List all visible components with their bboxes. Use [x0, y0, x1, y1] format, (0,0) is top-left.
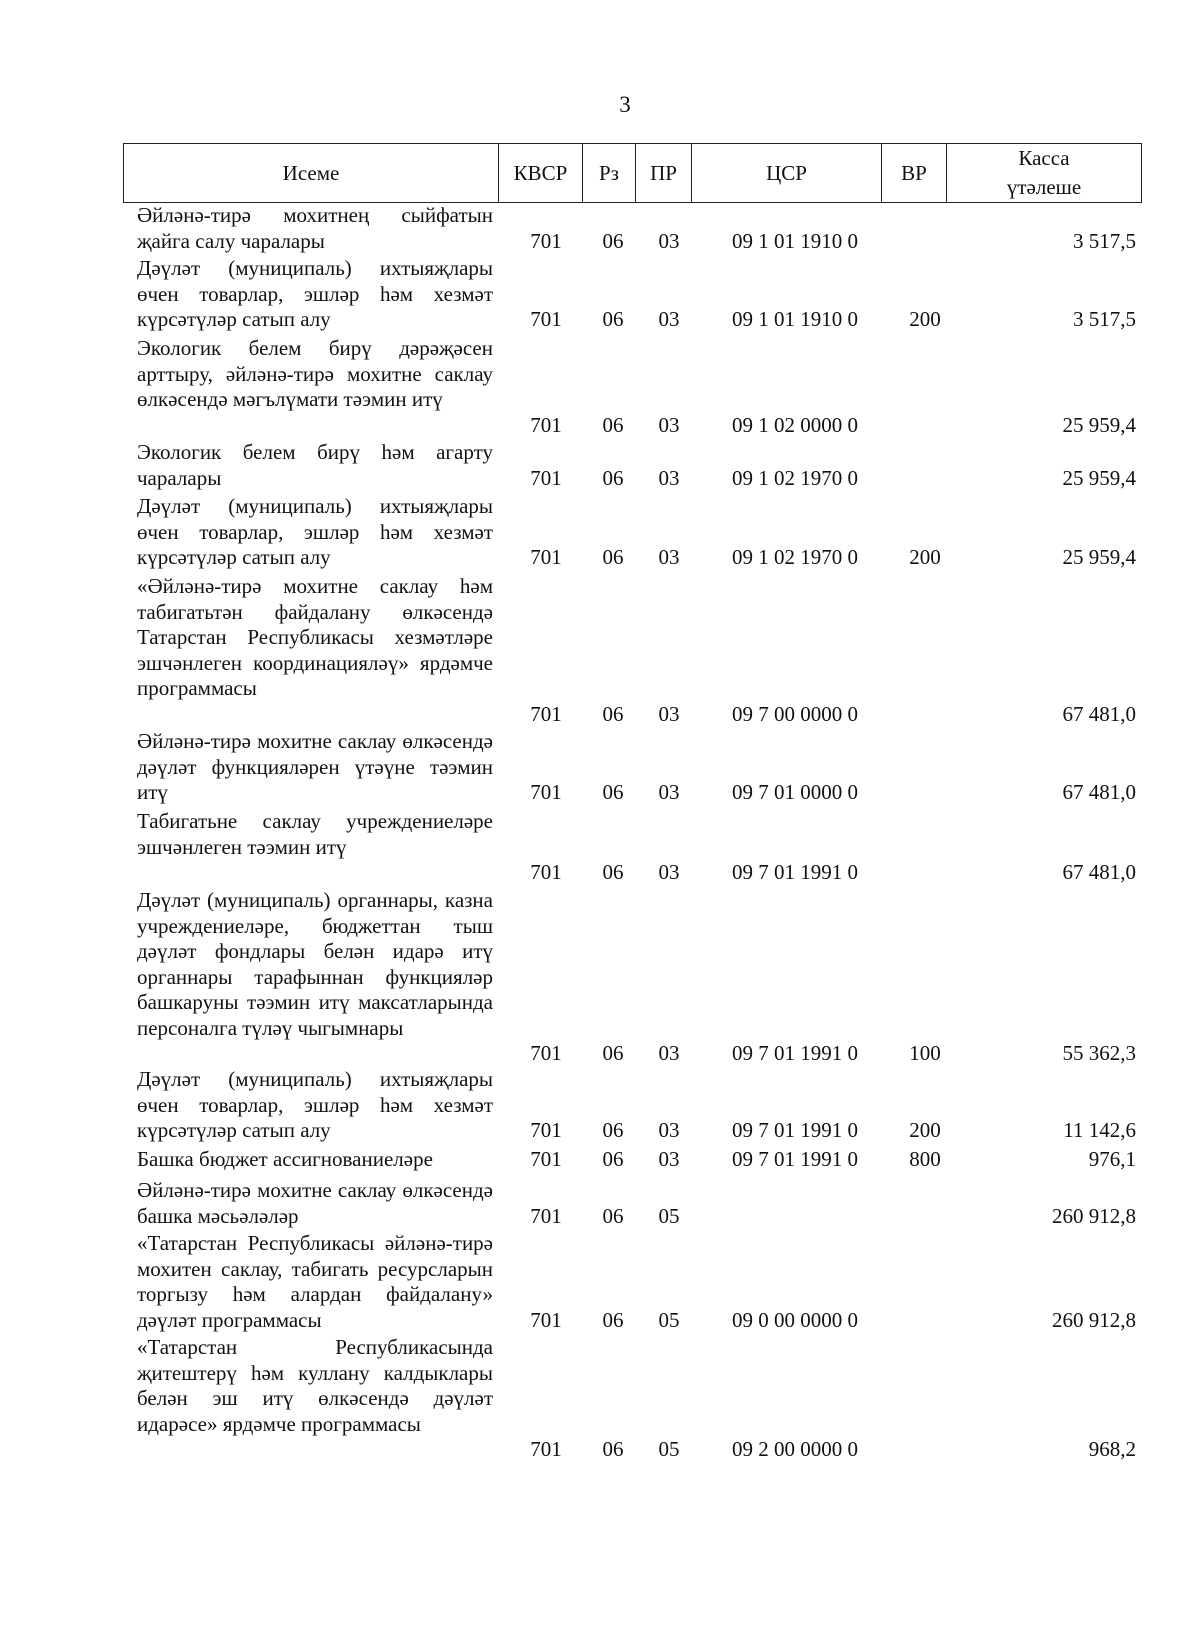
row-pr: 03: [658, 307, 680, 331]
row-kvsr: 701: [530, 1203, 562, 1228]
row-amount: 3 517,5: [1073, 307, 1136, 331]
table-row: [0, 1231, 1200, 1333]
row-vr: 800: [909, 1147, 941, 1171]
row-amount: 3 517,5: [1073, 228, 1136, 253]
row-csr: 09 1 01 1910 0: [732, 307, 858, 331]
row-csr: 09 2 00 0000 0: [732, 1437, 858, 1461]
row-pr: 03: [658, 860, 680, 884]
row-name: Әйләнә-тирә мохитнең сыйфатын җайга салу чаралары: [137, 203, 493, 253]
row-csr: 09 7 01 0000 0: [732, 780, 858, 804]
page-number: 3: [619, 92, 631, 117]
row-name: Әйләнә-тирә мохитне саклау өлкәсендә дәүләт функцияләрен үтәүне тәэмин итү: [137, 729, 493, 804]
row-name: Дәүләт (муниципаль) органнары, казна учреждениеләре, бюджеттан тыш дәүләт фондлары белән идарә итү органнары тарафыннан функцияләр башкаруны тәэмин итү максатларында персоналга түләү чыгымнары: [137, 888, 493, 1040]
row-kvsr: 701: [530, 545, 562, 569]
table-row: [0, 494, 1200, 571]
row-csr: 09 7 01 1991 0: [732, 1147, 858, 1171]
header-kvsr: КВСР: [499, 144, 583, 203]
row-amount: 260 912,8: [1052, 1203, 1136, 1228]
row-amount: 976,1: [1088, 1147, 1136, 1171]
row-rz: 06: [602, 780, 624, 804]
row-name: Башка бюджет ассигнованиеләре: [137, 1147, 433, 1171]
table-row: [0, 336, 1200, 438]
row-pr: 03: [658, 780, 680, 804]
row-amount: 67 481,0: [1062, 701, 1136, 726]
header-rz: Рз: [583, 144, 636, 203]
row-rz: 06: [602, 1203, 624, 1228]
row-kvsr: 701: [530, 228, 562, 253]
header-amount-line2: үтәлеше: [1006, 175, 1082, 199]
row-name: Дәүләт (муниципаль) ихтыяҗлары өчен товарлар, эшләр һәм хезмәт күрсәтүләр сатып алу: [137, 1067, 493, 1142]
row-rz: 06: [602, 228, 624, 253]
row-amount: 11 142,6: [1063, 1118, 1136, 1142]
header-name: Исеме: [124, 144, 499, 203]
row-pr: 03: [658, 465, 680, 490]
header-csr: ЦСР: [692, 144, 882, 203]
row-rz: 06: [602, 412, 624, 437]
table-row: [0, 729, 1200, 806]
row-vr: 200: [909, 1118, 941, 1142]
row-rz: 06: [602, 465, 624, 490]
row-name: Дәүләт (муниципаль) ихтыяҗлары өчен товарлар, эшләр һәм хезмәт күрсәтүләр сатып алу: [137, 494, 493, 569]
row-rz: 06: [602, 545, 624, 569]
row-amount: 25 959,4: [1062, 465, 1136, 490]
row-rz: 06: [602, 1437, 624, 1461]
row-name: «Әйләнә-тирә мохитне саклау һәм табигатьтән файдалану өлкәсендә Татарстан Республикасы хезмәтләре эшчәнлеген координацияләү» ярдәмче программасы: [137, 574, 493, 700]
row-csr: 09 1 01 1910 0: [732, 228, 858, 253]
table-row: [0, 1067, 1200, 1144]
table-row: [0, 1178, 1200, 1229]
row-kvsr: 701: [530, 307, 562, 331]
row-csr: 09 7 01 1991 0: [732, 860, 858, 884]
row-pr: 03: [658, 1041, 680, 1065]
row-pr: 03: [658, 412, 680, 437]
row-name: Әйләнә-тирә мохитне саклау өлкәсендә башка мәсьәләләр: [137, 1178, 493, 1228]
row-pr: 03: [658, 1147, 680, 1171]
row-amount: 67 481,0: [1062, 780, 1136, 804]
row-name: Табигатьне саклау учреждениеләре эшчәнлеген тәэмин итү: [137, 809, 493, 859]
row-vr: 200: [909, 545, 941, 569]
row-kvsr: 701: [530, 1437, 562, 1461]
header-amount-line1: Касса: [1018, 146, 1070, 170]
row-csr: 09 7 01 1991 0: [732, 1041, 858, 1065]
row-kvsr: 701: [530, 860, 562, 884]
table-row: [0, 256, 1200, 333]
row-vr: 100: [909, 1041, 941, 1065]
row-amount: 67 481,0: [1062, 860, 1136, 884]
row-csr: 09 7 01 1991 0: [732, 1118, 858, 1142]
row-rz: 06: [602, 860, 624, 884]
header-vr: ВР: [882, 144, 947, 203]
row-amount: 968,2: [1088, 1437, 1136, 1461]
row-pr: 03: [658, 1118, 680, 1142]
row-csr: 09 7 00 0000 0: [732, 701, 858, 726]
row-amount: 25 959,4: [1062, 412, 1136, 437]
row-kvsr: 701: [530, 412, 562, 437]
row-pr: 05: [658, 1307, 680, 1332]
header-pr: ПР: [636, 144, 692, 203]
row-amount: 260 912,8: [1052, 1307, 1136, 1332]
table-row: [0, 809, 1200, 886]
row-kvsr: 701: [530, 1307, 562, 1332]
row-pr: 03: [658, 701, 680, 726]
row-kvsr: 701: [530, 1147, 562, 1171]
row-csr: 09 0 00 0000 0: [732, 1307, 858, 1332]
row-kvsr: 701: [530, 465, 562, 490]
row-pr: 05: [658, 1437, 680, 1461]
table-row: [0, 1147, 1200, 1173]
row-csr: 09 1 02 1970 0: [732, 545, 858, 569]
table-row: [0, 440, 1200, 491]
row-name: Дәүләт (муниципаль) ихтыяҗлары өчен товарлар, эшләр һәм хезмәт күрсәтүләр сатып алу: [137, 256, 493, 331]
row-name: «Татарстан Республикасында җитештерү һәм куллану калдыклары белән эш итү өлкәсендә дәүләт идарәсе» ярдәмче программасы: [137, 1335, 493, 1436]
row-name: «Татарстан Республикасы әйләнә-тирә мохитен саклау, табигать ресурсларын торгызу һәм алардан файдалану» дәүләт программасы: [137, 1231, 493, 1332]
row-pr: 03: [658, 228, 680, 253]
row-rz: 06: [602, 1147, 624, 1171]
row-name: Экологик белем бирү дәрәҗәсен арттыру, әйләнә-тирә мохитне саклау өлкәсендә мәгълүмати тәэмин итү: [137, 336, 493, 411]
table-row: [0, 888, 1200, 1067]
row-rz: 06: [602, 1118, 624, 1142]
row-rz: 06: [602, 1041, 624, 1065]
table-row: [0, 203, 1200, 254]
row-csr: 09 1 02 1970 0: [732, 465, 858, 490]
row-kvsr: 701: [530, 701, 562, 726]
row-pr: 05: [658, 1203, 680, 1228]
row-amount: 25 959,4: [1062, 545, 1136, 569]
row-kvsr: 701: [530, 1118, 562, 1142]
row-pr: 03: [658, 545, 680, 569]
row-csr: 09 1 02 0000 0: [732, 412, 858, 437]
table-row: [0, 1335, 1200, 1463]
table-row: [0, 574, 1200, 727]
row-kvsr: 701: [530, 780, 562, 804]
row-rz: 06: [602, 701, 624, 726]
row-amount: 55 362,3: [1062, 1041, 1136, 1065]
row-rz: 06: [602, 307, 624, 331]
row-rz: 06: [602, 1307, 624, 1332]
row-name: Экологик белем бирү һәм агарту чаралары: [137, 440, 493, 490]
row-kvsr: 701: [530, 1041, 562, 1065]
row-vr: 200: [909, 307, 941, 331]
